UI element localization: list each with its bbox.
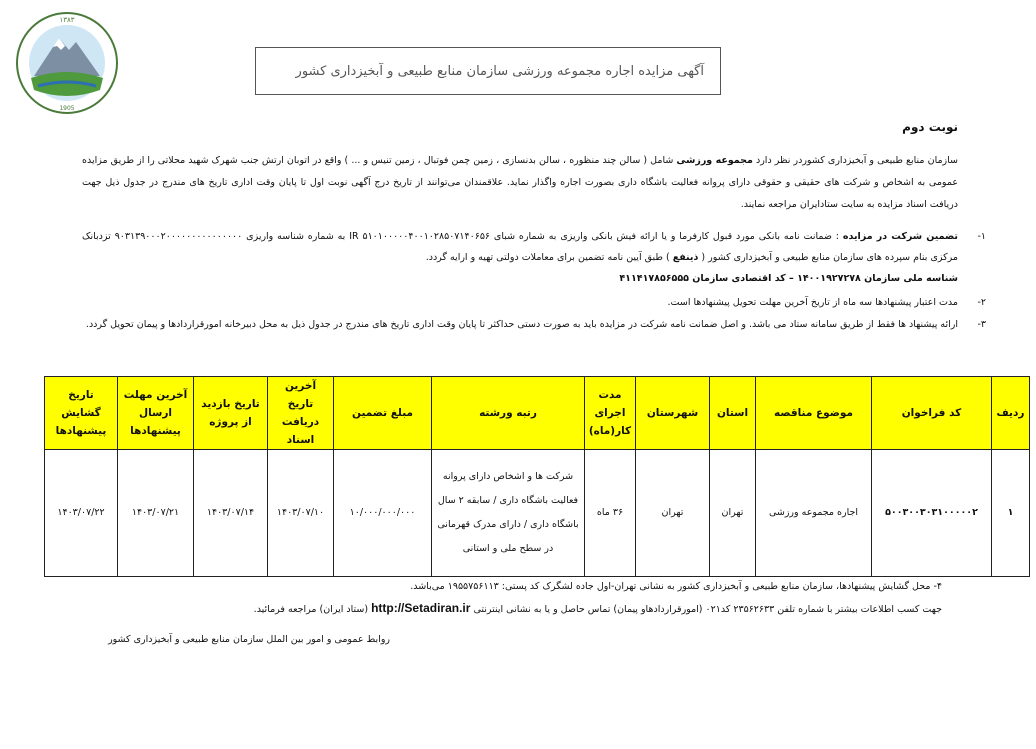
header-row-number: ردیف [992, 377, 1030, 450]
table-header-row [45, 377, 1030, 450]
item-1-ids: شناسه ملی سازمان ۱۴۰۰۱۹۲۷۲۷۸ – کد اقتصادی سازمان ۴۱۱۴۱۷۸۵۶۵۵۵ [619, 273, 958, 284]
logo-year-bottom: 1905 [59, 105, 75, 112]
item-2-text: مدت اعتبار پیشنهادها سه ماه از تاریخ آخرین مهلت تحویل پیشنهادها است. [667, 297, 958, 308]
cell-call-code: ۵۰۰۳۰۰۳۰۳۱۰۰۰۰۰۲ [872, 450, 992, 577]
header-guarantee: مبلغ تضمین [334, 377, 432, 450]
intro-bold: مجموعه ورزشی [676, 155, 753, 166]
item-2 [82, 292, 986, 313]
header-duration: مدت اجرای کار(ماه) [585, 377, 636, 450]
contact-end: (ستاد ایران) مراجعه فرمائید. [253, 604, 369, 615]
cell-submission-deadline: ۱۴۰۳/۰۷/۲۱ [118, 450, 194, 577]
title-box [255, 47, 721, 95]
organization-logo [14, 8, 120, 118]
contact-text: جهت کسب اطلاعات بیشتر با شماره تلفن ۲۳۵۶۲۶۳۳ کد۰۲۱ (امورقراردادهاو پیمان) تماس حاصل و یا به نشانی اینترنتی [473, 604, 942, 615]
item-3-text: ارائه پیشنهاد ها فقط از طریق سامانه ستاد می باشد. و اصل ضمانت نامه شرکت در مزایده باید به صورت دستی حداکثر تا پایان وقت اداری تاریخ های مندرج در جدول ذیل به محل دبیرخانه امورقراردادها و پیمان تحویل گردد. [85, 319, 958, 330]
cell-province: تهران [710, 450, 756, 577]
item-4: ۴- محل گشایش پیشنهادها، سازمان منابع طبیعی و آبخیزداری کشور به نشانی تهران-اول جاده لشگرک کد پستی: ۱۹۵۵۷۵۶۱۱۳ می‌باشد. [410, 581, 942, 592]
item-2-number: ۲- [977, 297, 986, 308]
header-subject: موضوع مناقصه [756, 377, 872, 450]
cell-duration: ۳۶ ماه [585, 450, 636, 577]
intro-part2: شامل ( سالن چند منظوره ، سالن بدنسازی ، زمین چمن فوتبال ، زمین تنیس و ... ) واقع در اتوبان ارتش جنب شهرک شهید محلاتی را از طریق مزایده عمومی به اشخاص و شرکت های حقیقی و حقوقی دارای پروانه فعالیت باشگاه داری بصورت اجاره واگذار نماید. علاقمندان می‌توانند از تاریخ درج آگهی نوبت اول تا پایان وقت اداری تاریخ های مندرج در جدول ذیل جهت دریافت اسناد مزایده به سایت ستادایران مراجعه نمایند. [82, 155, 958, 210]
signature: روابط عمومی و امور بین الملل سازمان منابع طبیعی و آبخیزداری کشور [108, 634, 390, 645]
item-1 [82, 226, 986, 289]
item-1-text2: ) طبق آیین نامه تضمین برای معاملات دولتی تهیه و ارایه گردد. [425, 252, 670, 263]
item-1-text1: : ضمانت نامه بانکی مورد قبول کارفرما و یا ارائه فیش بانکی واریزی به شماره شبای IR ۵۱۰۱۰۰۰۰۰۴۰۰۱۰۲۸۵۰۷۱۴۰۶۵۶ به شماره شناسه واریزی ۹۰۳۱۳۹۰۰۰۲۰۰۰۰۰۰۰۰۰۰۰۰۰۰۰ تزدبانک مرکزی بنام سپرده های سازمان منابع طبیعی و آبخیزداری کشور ( [82, 231, 958, 263]
item-1-number: ۱- [977, 231, 986, 242]
cell-opening-date: ۱۴۰۳/۰۷/۲۲ [45, 450, 118, 577]
page-title: آگهی مزایده اجاره مجموعه ورزشی سازمان منابع طبیعی و آبخیزداری کشور [295, 63, 704, 79]
item-3-number: ۳- [977, 319, 986, 330]
item-3 [82, 314, 986, 335]
logo-year-top: ۱۳۸۳ [59, 16, 75, 24]
header-rank: رتبه ورشته [432, 377, 585, 450]
cell-visit-date: ۱۴۰۳/۰۷/۱۴ [194, 450, 268, 577]
table-row [45, 450, 1030, 577]
header-call-code: کد فراخوان [872, 377, 992, 450]
header-province: استان [710, 377, 756, 450]
cell-subject: اجاره مجموعه ورزشی [756, 450, 872, 577]
header-opening-date: تاریخ گشایش پیشنهادها [45, 377, 118, 450]
cell-row-number: ۱ [992, 450, 1030, 577]
round-label: نوبت دوم [902, 120, 958, 134]
tender-table [44, 376, 1030, 577]
header-visit-date: تاریخ بازدید از پروژه [194, 377, 268, 450]
contact-line [254, 598, 942, 620]
header-city: شهرستان [636, 377, 710, 450]
intro-part1: سازمان منابع طبیعی و آبخیزداری کشوردر نظر دارد [755, 155, 958, 166]
item-1-beneficiary: ذینفع [672, 252, 699, 263]
cell-guarantee: ۱۰/۰۰۰/۰۰۰/۰۰۰ [334, 450, 432, 577]
header-doc-deadline: آخرین تاریخ دریافت اسناد [268, 377, 334, 450]
setadiran-link[interactable]: http://Setadiran.ir [371, 601, 471, 615]
cell-rank: شرکت ها و اشخاص دارای پروانه فعالیت باشگاه داری / سابقه ۲ سال باشگاه داری / دارای مدرک قهرمانی در سطح ملی و استانی [432, 450, 585, 577]
cell-city: تهران [636, 450, 710, 577]
intro-paragraph [82, 150, 958, 216]
item-1-label: تضمین شرکت در مزایده [842, 231, 958, 242]
header-submission-deadline: آخرین مهلت ارسال پیشنهادها [118, 377, 194, 450]
cell-doc-deadline: ۱۴۰۳/۰۷/۱۰ [268, 450, 334, 577]
